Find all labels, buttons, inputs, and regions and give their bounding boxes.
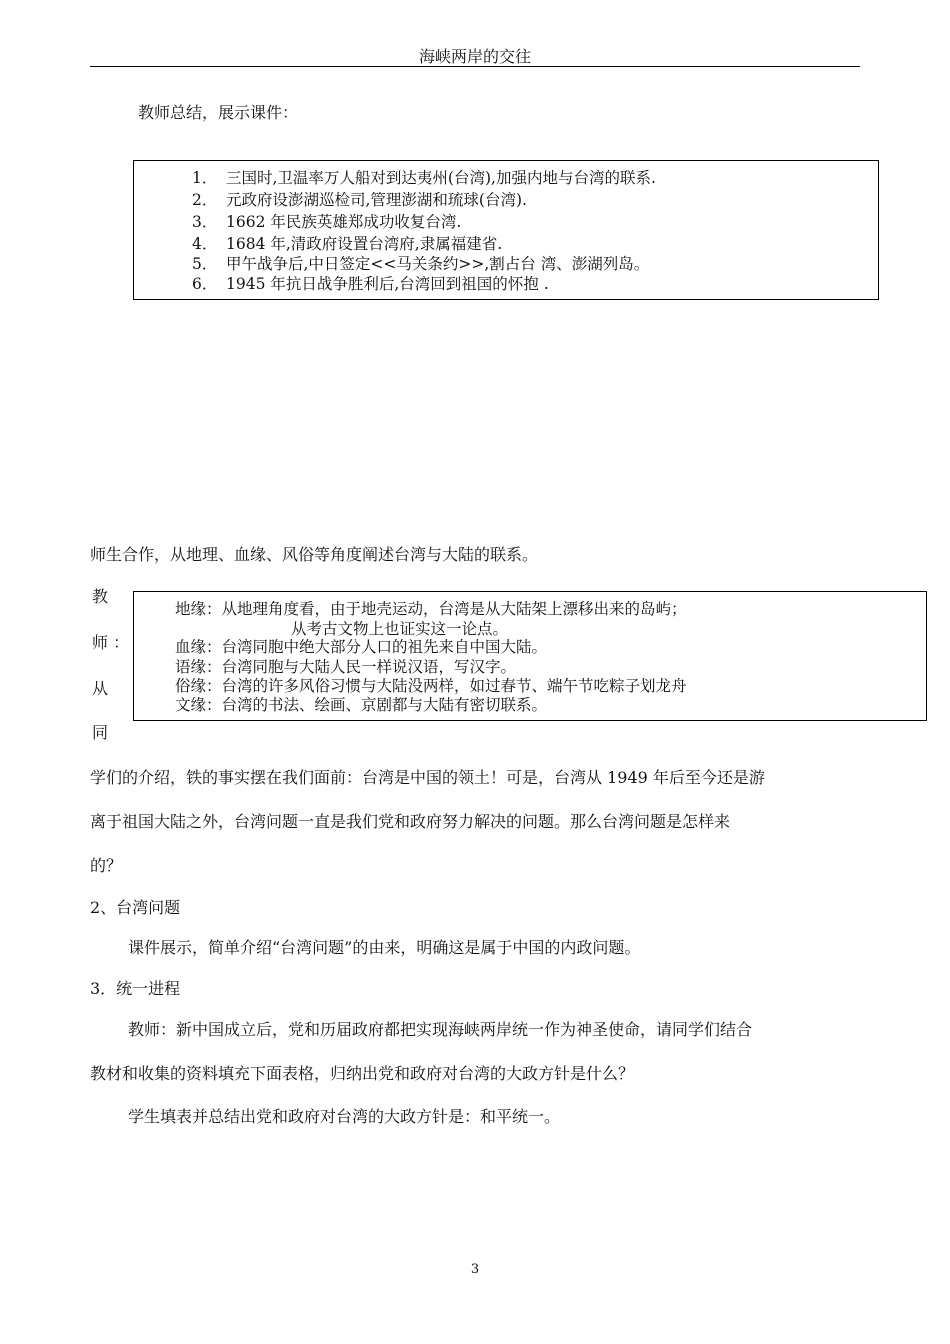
paragraph-line: 教材和收集的资料填充下面表格，归纳出党和政府对台湾的大政方针是什么？ [90,1064,635,1083]
timeline-text: 1662 年民族英雄郑成功收复台湾. [226,213,462,231]
paragraph-line: 的？ [90,856,123,875]
paragraph-line: 学们的介绍，铁的事实摆在我们面前：台湾是中国的领土！可是，台湾从 1949 年后至今还是游 [90,768,765,787]
timeline-number: 3． [192,213,218,231]
timeline-number: 1． [192,169,218,187]
paragraph-line: 学生填表并总结出党和政府对台湾的大政方针是：和平统一。 [128,1107,561,1126]
timeline-text: 三国时,卫温率万人船对到达夷州(台湾),加强内地与台湾的联系. [226,169,656,187]
timeline-number: 6． [192,275,218,293]
timeline-item [192,193,527,209]
page-number: 3 [470,1262,480,1277]
timeline-text: 甲午战争后,中日签定<<马关条约>>,割占台 湾、澎湖列岛。 [226,255,650,273]
paragraph-line: 离于祖国大陆之外，台湾问题一直是我们党和政府努力解决的问题。那么台湾问题是怎样来 [90,812,731,831]
timeline-box [133,160,879,300]
paragraph-line: 教师：新中国成立后，党和历届政府都把实现海峡两岸统一作为神圣使命，请同学们结合 [128,1020,753,1039]
paragraph-line: 课件展示，简单介绍“台湾问题”的由来，明确这是属于中国的内政问题。 [128,938,641,957]
relations-box [133,591,927,721]
vertical-char: 教 [92,587,109,606]
timeline-item [192,215,461,231]
timeline-number: 5． [192,255,218,273]
timeline-item [192,171,656,187]
relation-line: 文缘：台湾的书法、绘画、京剧都与大陆有密切联系。 [175,696,548,714]
timeline-item [192,277,549,293]
relation-line: 地缘：从地理角度看，由于地壳运动，台湾是从大陆架上漂移出来的岛屿； [175,600,687,618]
timeline-number: 2． [192,191,218,209]
relation-line: 血缘：台湾同胞中绝大部分人口的祖先来自中国大陆。 [175,638,548,656]
timeline-text: 元政府设澎湖巡检司,管理澎湖和琉球(台湾). [226,191,527,209]
relation-line: 从考古文物上也证实这一论点。 [291,620,509,638]
section-heading: 3．统一进程 [90,979,181,998]
vertical-char: 从 [92,679,109,698]
cooperation-text: 师生合作，从地理、血缘、风俗等角度阐述台湾与大陆的联系。 [90,545,539,564]
timeline-item [192,257,649,273]
timeline-number: 4． [192,235,218,253]
header-rule [90,66,860,67]
relation-line: 语缘：台湾同胞与大陆人民一样说汉语，写汉字。 [175,658,517,676]
vertical-char: 同 [92,723,109,742]
intro-text: 教师总结，展示课件： [138,103,299,122]
timeline-text: 1684 年,清政府设置台湾府,隶属福建省. [226,235,503,253]
section-heading: 2、台湾问题 [90,898,181,917]
relation-line: 俗缘：台湾的许多风俗习惯与大陆没两样，如过春节、端午节吃粽子划龙舟 [175,677,687,695]
timeline-item [192,237,502,253]
vertical-char: 师 ： [92,633,130,652]
timeline-text: 1945 年抗日战争胜利后,台湾回到祖国的怀抱 . [226,275,549,293]
page-header-title: 海峡两岸的交往 [418,47,531,66]
